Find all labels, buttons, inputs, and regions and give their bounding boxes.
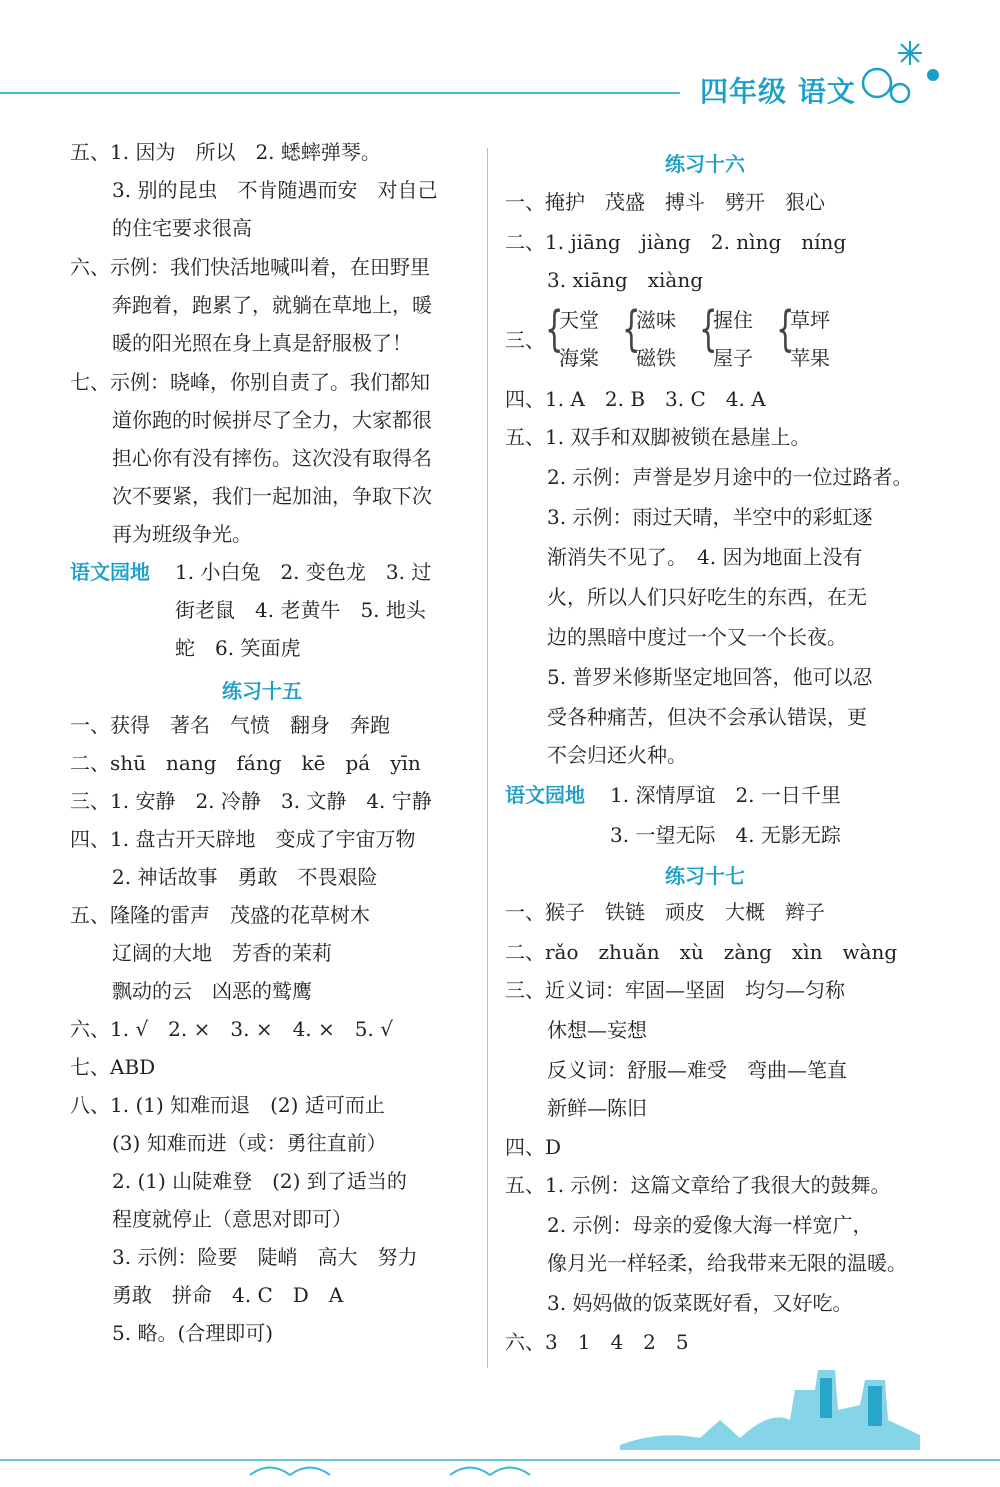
answer-line: 二、rǎo zhuǎn xù zàng xìn wàng <box>505 940 898 964</box>
word-pair-item: 握住 <box>713 308 753 332</box>
answer-line: 六、示例：我们快活地喊叫着，在田野里 <box>70 255 430 279</box>
answer-line: 2. 示例：母亲的爱像大海一样宽广， <box>547 1213 873 1237</box>
answer-line: 像月光一样轻柔，给我带来无限的温暖。 <box>547 1251 907 1275</box>
answer-line: 边的黑暗中度过一个又一个长夜。 <box>547 625 847 649</box>
word-pair-item: 滋味 <box>636 308 676 332</box>
brace-symbol: { <box>622 301 641 357</box>
answer-line: 飘动的云 凶恶的鹫鹰 <box>112 979 312 1003</box>
answer-line: 街老鼠 4. 老黄牛 5. 地头 <box>175 598 426 622</box>
answer-line: 3. 示例：雨过天晴，半空中的彩虹逐 <box>547 505 873 529</box>
column-divider <box>487 148 488 1368</box>
page-header-title: 四年级 语文 <box>700 75 856 108</box>
answer-line: 一、猴子 铁链 顽皮 大概 辫子 <box>505 900 825 924</box>
section-title: 练习十七 <box>665 864 745 888</box>
answer-line: 不会归还火种。 <box>547 743 687 767</box>
answer-line: 1. 小白兔 2. 变色龙 3. 过 <box>175 560 432 584</box>
answer-line: 五、1. 因为 所以 2. 蟋蟀弹琴。 <box>70 140 381 164</box>
answer-line: 一、获得 著名 气愤 翻身 奔跑 <box>70 713 390 737</box>
snowflake-bubbles-icon <box>855 35 945 105</box>
answer-line: 3. 别的昆虫 不肯随遇而安 对自己 <box>112 178 438 202</box>
answer-line: 3. xiāng xiàng <box>547 268 704 292</box>
answer-line: 六、1. √ 2. × 3. × 4. × 5. √ <box>70 1017 393 1041</box>
answer-line: 2. 示例：声誉是岁月途中的一位过路者。 <box>547 465 913 489</box>
answer-line: 2. 神话故事 勇敢 不畏艰险 <box>112 865 378 889</box>
answer-line: 1. 深情厚谊 2. 一日千里 <box>610 783 841 807</box>
answer-line: 5. 略。(合理即可) <box>112 1321 274 1345</box>
answer-line: 3. 妈妈做的饭菜既好看，又好吃。 <box>547 1291 853 1315</box>
answer-line: 七、ABD <box>70 1055 156 1079</box>
answer-line: 暖的阳光照在身上真是舒服极了！ <box>112 331 412 355</box>
answer-line: 担心你有没有摔伤。这次没有取得名 <box>112 446 432 470</box>
answer-line: 辽阔的大地 芳香的茉莉 <box>112 941 332 965</box>
answer-line: 的住宅要求很高 <box>112 216 252 240</box>
answer-line: 三、1. 安静 2. 冷静 3. 文静 4. 宁静 <box>70 789 432 813</box>
answer-line: 受各种痛苦，但决不会承认错误，更 <box>547 705 867 729</box>
answer-line: 勇敢 拼命 4. C D A <box>112 1283 344 1307</box>
answer-line: 5. 普罗米修斯坚定地回答，他可以忍 <box>547 665 873 689</box>
answer-line: 七、示例：晓峰，你别自责了。我们都知 <box>70 370 430 394</box>
answer-line: 3. 一望无际 4. 无影无踪 <box>610 823 841 847</box>
answer-line: 2. (1) 山陡难登 (2) 到了适当的 <box>112 1169 407 1193</box>
brace-symbol: { <box>545 301 564 357</box>
word-pair-item: 天堂 <box>559 308 599 332</box>
answer-line: 反义词：舒服—难受 弯曲—笔直 <box>547 1058 847 1082</box>
word-pair-item: 磁铁 <box>636 346 676 370</box>
answer-line: 程度就停止（意思对即可） <box>112 1207 352 1231</box>
answer-line: 蛇 6. 笑面虎 <box>175 636 301 660</box>
answer-line: 渐消失不见了。 4. 因为地面上没有 <box>547 545 863 569</box>
word-pair-item: 苹果 <box>790 346 830 370</box>
answer-line: 六、3 1 4 2 5 <box>505 1330 689 1354</box>
answer-line: 道你跑的时候拼尽了全力，大家都很 <box>112 408 432 432</box>
section-tag: 语文园地 <box>505 783 585 807</box>
word-pair-item: 草坪 <box>790 308 830 332</box>
answer-line: 新鲜—陈旧 <box>547 1096 647 1120</box>
answer-line: 火，所以人们只好吃生的东西，在无 <box>547 585 867 609</box>
answer-line: 二、shū nang fáng kē pá yīn <box>70 751 421 775</box>
answer-line: 再为班级争光。 <box>112 522 252 546</box>
answer-line: 奔跑着，跑累了，就躺在草地上，暖 <box>112 293 432 317</box>
brace-symbol: { <box>776 301 795 357</box>
answer-line: 一、掩护 茂盛 搏斗 劈开 狠心 <box>505 190 825 214</box>
answer-line: 五、1. 示例：这篇文章给了我很大的鼓舞。 <box>505 1173 891 1197</box>
answer-line: 三、 <box>505 328 545 352</box>
city-skyline-illustration <box>620 1350 920 1450</box>
answer-line: 四、D <box>505 1135 562 1159</box>
answer-line: 三、近义词：牢固—坚固 均匀—匀称 <box>505 978 845 1002</box>
wave-decoration <box>0 1440 1000 1487</box>
answer-line: 八、1. (1) 知难而退 (2) 适可而止 <box>70 1093 385 1117</box>
section-tag: 语文园地 <box>70 560 150 584</box>
answer-line: 四、1. 盘古开天辟地 变成了宇宙万物 <box>70 827 416 851</box>
header-rule <box>0 92 680 94</box>
word-pair-item: 屋子 <box>713 346 753 370</box>
brace-symbol: { <box>699 301 718 357</box>
word-pair-item: 海棠 <box>559 346 599 370</box>
answer-line: 二、1. jiāng jiàng 2. nìng níng <box>505 230 847 254</box>
answer-line: (3) 知难而进（或：勇往直前） <box>112 1131 387 1155</box>
answer-line: 五、1. 双手和双脚被锁在悬崖上。 <box>505 425 811 449</box>
answer-line: 休想—妄想 <box>547 1018 647 1042</box>
answer-line: 四、1. A 2. B 3. C 4. A <box>505 387 766 411</box>
answer-line: 次不要紧，我们一起加油，争取下次 <box>112 484 432 508</box>
answer-line: 五、隆隆的雷声 茂盛的花草树木 <box>70 903 370 927</box>
section-title: 练习十六 <box>665 152 745 176</box>
answer-line: 3. 示例：险要 陡峭 高大 努力 <box>112 1245 418 1269</box>
section-title: 练习十五 <box>222 679 302 703</box>
